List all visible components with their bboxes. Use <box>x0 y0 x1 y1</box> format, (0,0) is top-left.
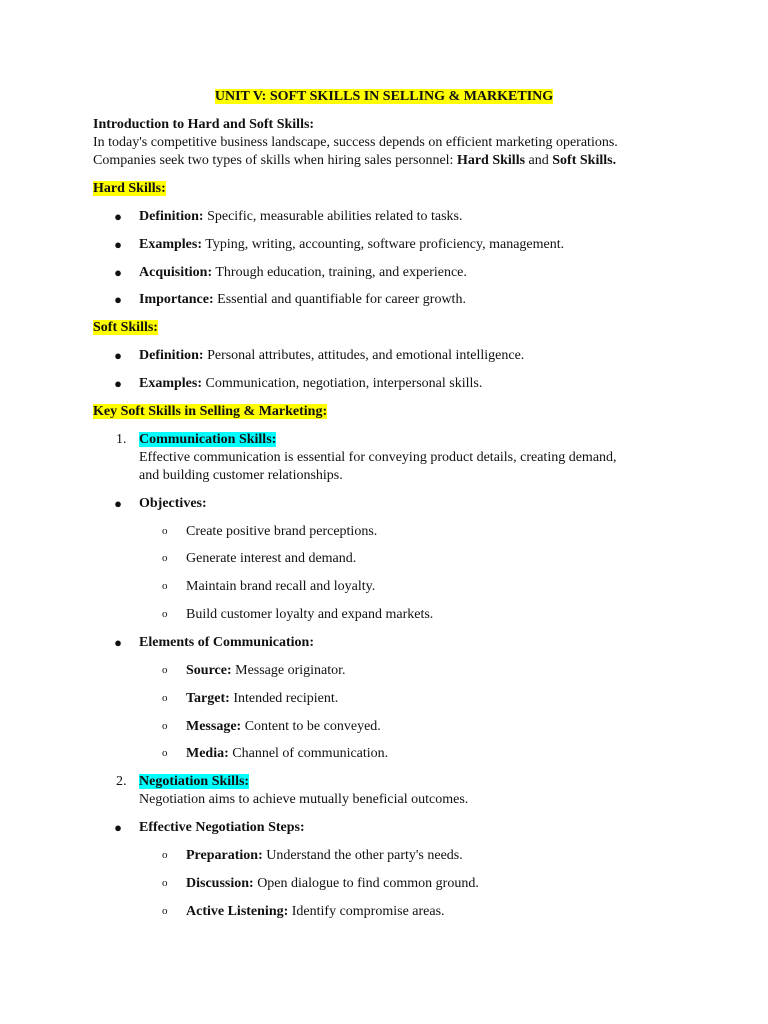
key-soft-skills-heading <box>93 403 327 420</box>
element-text: Message originator. <box>231 663 346 678</box>
element-label: Source: <box>186 663 232 678</box>
soft-skill-text: Communication, negotiation, interpersonal skills. <box>202 376 483 391</box>
soft-skill-text: Personal attributes, attitudes, and emotional intelligence. <box>203 348 525 363</box>
soft-skill-label: Examples: <box>139 376 202 391</box>
element-text: Content to be conveyed. <box>241 719 381 734</box>
bullet-icon: ● <box>114 376 122 391</box>
step-label: Active Listening: <box>186 904 289 919</box>
bullet-icon: ● <box>114 237 122 252</box>
hard-skill-item <box>139 208 462 225</box>
intro-line-1: In today's competitive business landscape, success depends on efficient marketing operations. <box>93 135 618 150</box>
hard-skill-label: Definition: <box>139 209 204 224</box>
bullet-icon: ● <box>114 265 122 280</box>
circle-bullet-icon: o <box>162 692 168 704</box>
bullet-icon: ● <box>114 496 122 511</box>
negotiation-desc: Negotiation aims to achieve mutually beneficial outcomes. <box>139 792 469 807</box>
hard-skill-text: Essential and quantifiable for career growth. <box>213 292 466 307</box>
element-label: Target: <box>186 691 230 706</box>
hard-skill-label: Acquisition: <box>139 265 213 280</box>
hard-skill-label: Importance: <box>139 292 214 307</box>
negotiation-step <box>186 903 445 920</box>
hard-skill-text: Through education, training, and experience. <box>212 265 467 280</box>
element-item <box>186 718 381 735</box>
soft-skill-item <box>139 375 482 392</box>
intro-line-2 <box>93 152 616 169</box>
element-item <box>186 690 338 707</box>
circle-bullet-icon: o <box>162 877 168 889</box>
hard-skill-item <box>139 291 466 308</box>
circle-bullet-icon: o <box>162 580 168 592</box>
bullet-icon: ● <box>114 209 122 224</box>
negotiation-step <box>186 875 479 892</box>
hard-skill-item <box>139 264 467 281</box>
title-text: UNIT V: SOFT SKILLS IN SELLING & MARKETING <box>214 89 554 104</box>
objectives-label: Objectives: <box>139 496 207 511</box>
circle-bullet-icon: o <box>162 608 168 620</box>
step-label: Discussion: <box>186 876 254 891</box>
intro-line-2-prefix: Companies seek two types of skills when hiring sales personnel: <box>93 153 457 168</box>
element-item <box>186 662 346 679</box>
hard-skill-text: Specific, measurable abilities related to tasks. <box>203 209 463 224</box>
soft-skill-item <box>139 347 524 364</box>
intro-and: and <box>525 153 553 168</box>
circle-bullet-icon: o <box>162 720 168 732</box>
intro-hard-skills: Hard Skills <box>456 153 526 168</box>
element-text: Channel of communication. <box>228 746 389 761</box>
communication-desc-2: and building customer relationships. <box>139 468 343 483</box>
bullet-icon: ● <box>114 820 122 835</box>
key-soft-skills-heading-text: Key Soft Skills in Selling & Marketing: <box>93 404 328 419</box>
circle-bullet-icon: o <box>162 552 168 564</box>
hard-skills-heading <box>93 180 166 197</box>
soft-skills-heading <box>93 319 158 336</box>
circle-bullet-icon: o <box>162 905 168 917</box>
objective-item: Build customer loyalty and expand markets. <box>186 607 434 622</box>
negotiation-heading-text: Negotiation Skills: <box>139 774 250 789</box>
element-item <box>186 745 388 762</box>
bullet-icon: ● <box>114 635 122 650</box>
communication-desc-1: Effective communication is essential for conveying product details, creating demand, <box>139 450 617 465</box>
bullet-icon: ● <box>114 348 122 363</box>
communication-heading <box>139 431 276 448</box>
element-text: Intended recipient. <box>229 691 339 706</box>
step-text: Open dialogue to find common ground. <box>253 876 479 891</box>
hard-skill-label: Examples: <box>139 237 202 252</box>
soft-skills-heading-text: Soft Skills: <box>93 320 158 335</box>
negotiation-steps-label: Effective Negotiation Steps: <box>139 820 305 835</box>
document-title <box>0 88 768 105</box>
intro-soft-skills: Soft Skills. <box>552 153 617 168</box>
hard-skill-item <box>139 236 564 253</box>
circle-bullet-icon: o <box>162 525 168 537</box>
soft-skill-label: Definition: <box>139 348 204 363</box>
circle-bullet-icon: o <box>162 747 168 759</box>
negotiation-step <box>186 847 463 864</box>
circle-bullet-icon: o <box>162 849 168 861</box>
hard-skill-text: Typing, writing, accounting, software proficiency, management. <box>202 237 565 252</box>
element-label: Media: <box>186 746 229 761</box>
intro-heading: Introduction to Hard and Soft Skills: <box>93 117 315 132</box>
circle-bullet-icon: o <box>162 664 168 676</box>
step-text: Identify compromise areas. <box>288 904 445 919</box>
step-text: Understand the other party's needs. <box>262 848 463 863</box>
list-number: 1. <box>116 432 127 447</box>
list-number: 2. <box>116 774 127 789</box>
hard-skills-heading-text: Hard Skills: <box>93 181 166 196</box>
step-label: Preparation: <box>186 848 263 863</box>
objective-item: Create positive brand perceptions. <box>186 524 378 539</box>
elements-label: Elements of Communication: <box>139 635 314 650</box>
communication-heading-text: Communication Skills: <box>139 432 277 447</box>
element-label: Message: <box>186 719 242 734</box>
objective-item: Maintain brand recall and loyalty. <box>186 579 376 594</box>
bullet-icon: ● <box>114 292 122 307</box>
objective-item: Generate interest and demand. <box>186 551 357 566</box>
negotiation-heading <box>139 773 249 790</box>
